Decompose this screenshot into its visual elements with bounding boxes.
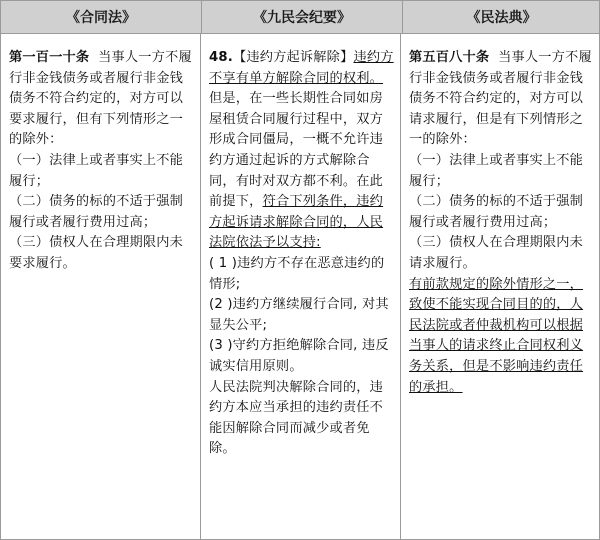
- nine-minutes-body: 但是，在一些长期性合同如房屋租赁合同履行过程中，双方形成合同僵局，一概不允许违约方通过起诉的方式解除合同，有时对双方都不利。在此前提下，: [209, 91, 384, 210]
- civil-code-item-1: （一）法律上或者事实上不能履行；: [409, 152, 584, 189]
- nine-minutes-item-1: ( 1 )违约方不存在恶意违约的情形;: [209, 255, 385, 292]
- civil-code-item-2: （二）债务的标的不适于强制履行或者履行费用过高；: [409, 194, 584, 230]
- nine-minutes-intro: [209, 48, 394, 254]
- header-row: [1, 1, 599, 34]
- civil-code-item-3: （三）债权人在合理期限内未请求履行。: [409, 235, 584, 271]
- nine-minutes-conditions-lead: 符合下列条件，违约方起诉请求解除合同的，人民法院依法予以支持:: [209, 194, 384, 251]
- civil-code-cell: [401, 34, 598, 539]
- contract-law-article-number: 第一百一十条: [9, 50, 90, 65]
- header-nine-minutes: 《九民会纪要》: [202, 1, 403, 33]
- civil-code-intro: [409, 48, 592, 151]
- header-contract-law: 《合同法》: [1, 1, 202, 33]
- nine-minutes-title: 【违约方起诉解除】: [232, 50, 354, 65]
- nine-minutes-principle: 违约方不享有单方解除合同的权利。: [209, 50, 394, 86]
- contract-law-item-1: （一）法律上或者事实上不能履行；: [9, 152, 184, 189]
- contract-law-intro: [9, 48, 194, 151]
- nine-minutes-article-number: 48.: [209, 50, 233, 65]
- civil-code-new-paragraph: 有前款规定的除外情形之一，致使不能实现合同目的的，人民法院或者仲裁机构可以根据当事人的请求终止合同权利义务关系，但是不影响违约责任的承担。: [409, 276, 584, 395]
- contract-law-cell: [1, 34, 201, 539]
- nine-minutes-item-3: (3 )守约方拒绝解除合同, 违反诚实信用原则。: [209, 338, 389, 374]
- nine-minutes-closing: 人民法院判决解除合同的，违约方本应当承担的违约责任不能因解除合同而减少或者免除。: [209, 379, 384, 457]
- civil-code-article-number: 第五百八十条: [409, 50, 490, 65]
- nine-minutes-cell: [201, 34, 401, 539]
- nine-minutes-item-2: (2 )违约方继续履行合同, 对其显失公平;: [209, 297, 389, 333]
- body-row: [1, 34, 599, 539]
- contract-law-intro-text: 当事人一方不履行非金钱债务或者履行非金钱债务不符合约定的，对方可以要求履行，但有下列情形之一的除外：: [9, 50, 192, 148]
- civil-code-intro-text: 当事人一方不履行非金钱债务或者履行非金钱债务不符合约定的，对方可以请求履行，但是有下列情形之一的除外：: [409, 50, 592, 148]
- contract-law-item-3: （三）债权人在合理期限内未要求履行。: [9, 235, 184, 271]
- header-civil-code: 《民法典》: [466, 10, 537, 26]
- contract-law-item-2: （二）债务的标的不适于强制履行或者履行费用过高；: [9, 194, 184, 230]
